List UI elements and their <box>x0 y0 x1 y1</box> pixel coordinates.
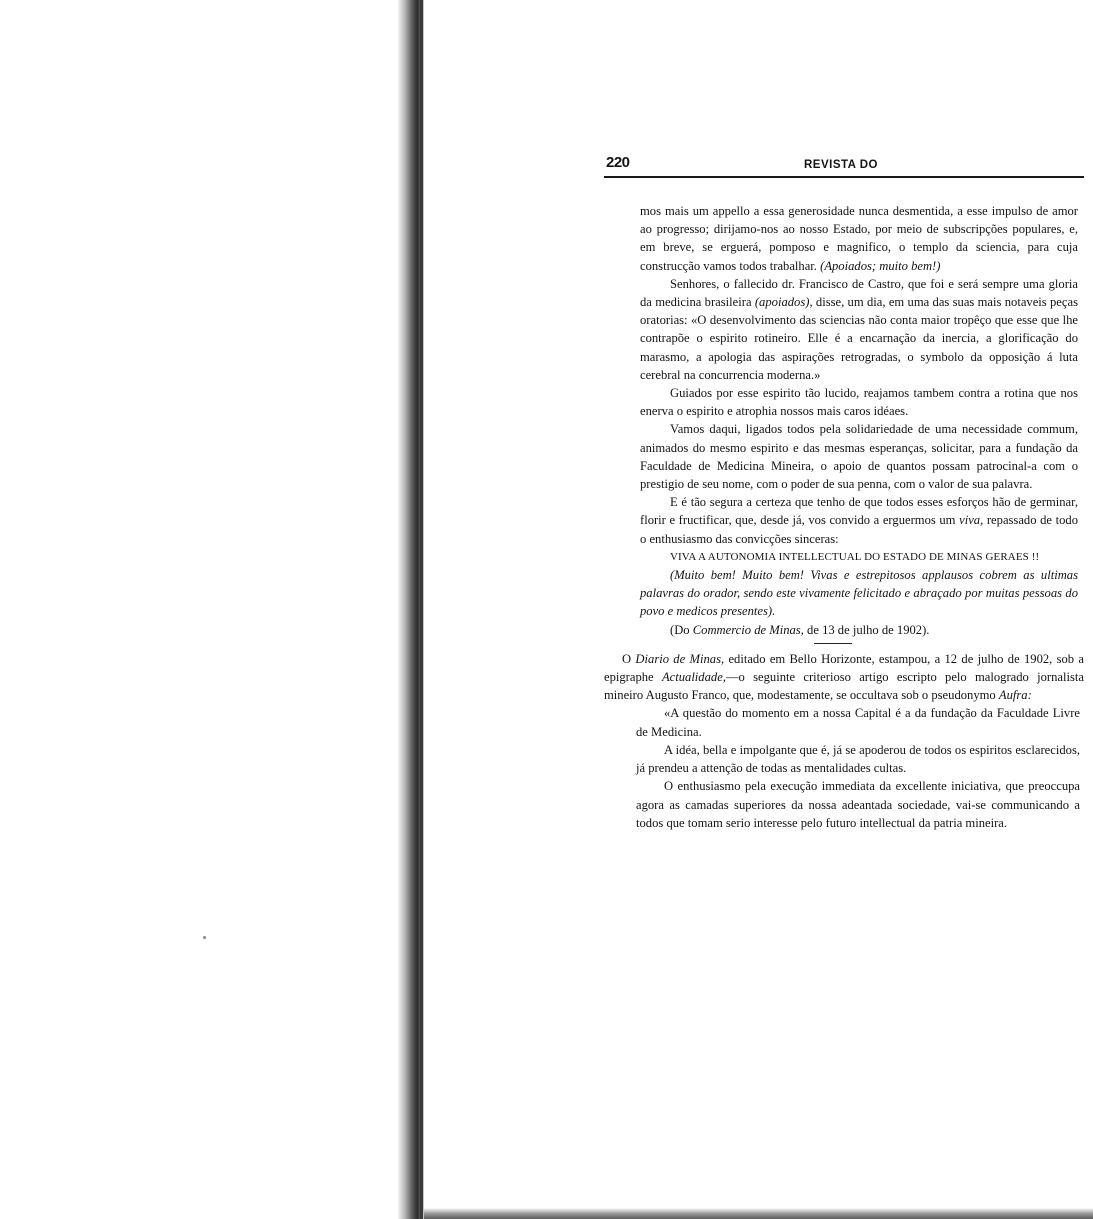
article-quote-paragraph: «A questão do momento em a nossa Capital é a da fundação da Faculdade Livre de Medicina. <box>636 706 1080 739</box>
applause-note: (Apoiados; muito bem!) <box>820 258 941 273</box>
quote-paragraph: Guiados por esse espirito tão lucido, reajamos tambem contra a rotina que nos enerva o espirito e atrophia nossos mais caros idéaes. <box>640 386 1078 419</box>
quote-paragraph: Senhores, o fallecido dr. Francisco de Castro, que foi e será sempre uma gloria da medicina brasileira (apoiados), disse, um dia, em uma das suas mais notaveis peças oratorias: «O desenvolvimento das sciencias não conta maior tropêço que esse que lhe contrapõe o espirito rotineiro. Elle é a encarnação da inercia, a glorificação do marasmo, a apologia das aspirações retrogradas, o symbolo da opposição á luta cerebral na concurrencia moderna.» <box>640 276 1078 382</box>
page-number: 220 <box>606 154 630 171</box>
article-quote <box>636 704 1080 831</box>
speech-quote <box>640 202 1078 639</box>
article-quote-paragraph: O enthusiasmo pela execução immediata da excellente iniciativa, que preoccupa agora as camadas superiores da nossa adeantada sociedade, vai-se communicando a todos que tomam serio interesse pelo futuro intellectual da patria mineira. <box>636 779 1080 830</box>
paper-speck <box>203 936 206 939</box>
page-header <box>604 150 1084 178</box>
quote-paragraph: Vamos daqui, ligados todos pela solidariedade de uma necessidade commum, animados do mesmo espirito e das mesmas esperanças, solicitar, para a fundação da Faculdade de Medicina Mineira, o apoio de quantos possam patrocinal-a com o prestigio de seu nome, com o poder de sua penna, com o valor de sua palavra. <box>640 422 1078 492</box>
book-gutter-edge <box>420 0 423 1219</box>
book-page <box>604 150 1084 832</box>
viva-line: VIVA A AUTONOMIA INTELLECTUAL DO ESTADO DE MINAS GERAES !! <box>670 550 1040 563</box>
applause-note: (apoiados) <box>754 295 810 310</box>
source-citation: (Do Commercio de Minas, de 13 de julho de 1902). <box>670 622 930 637</box>
article-quote-paragraph: A idéa, bella e impolgante que é, já se apoderou de todos os espiritos esclarecidos, já prendeu a attenção de todas as mentalidades cultas. <box>636 742 1080 776</box>
applause-paragraph: (Muito bem! Muito bem! Vivas e estrepitosos applausos cobrem as ultimas palavras do orador, sendo este vivamente felicitado e abraçado por muitas pessoas do povo e medicos presentes). <box>640 568 1078 619</box>
page-bottom-shadow <box>424 1208 1093 1219</box>
quote-paragraph: mos mais um appello a essa generosidade nunca desmentida, a esse impulso de amor ao progresso; dirijamo-nos ao nosso Estado, por meio de subscripções populares, e, em breve, se erguerá, pomposo e magnifico, o templo da sciencia, para cuja construcção vamos todos trabalhar. (Apoiados; muito bem!) <box>640 204 1078 273</box>
article-section <box>604 650 1084 832</box>
quote-paragraph: E é tão segura a certeza que tenho de que todos esses esforços hão de germinar, florir e fructificar, que, desde já, vos convido a erguermos um viva, repassado de todo o enthusiasmo das convicções sinceras: <box>640 495 1079 546</box>
running-head: REVISTA DO <box>804 159 879 171</box>
section-divider <box>814 643 852 644</box>
article-intro: O Diario de Minas, editado em Bello Horizonte, estampou, a 12 de julho de 1902, sob a epigraphe Actualidade,—o seguinte criterioso artigo escripto pelo malogrado jornalista mineiro Augusto Franco, que, modestamente, se occultava sob o pseudonymo Aufra: <box>604 651 1084 703</box>
